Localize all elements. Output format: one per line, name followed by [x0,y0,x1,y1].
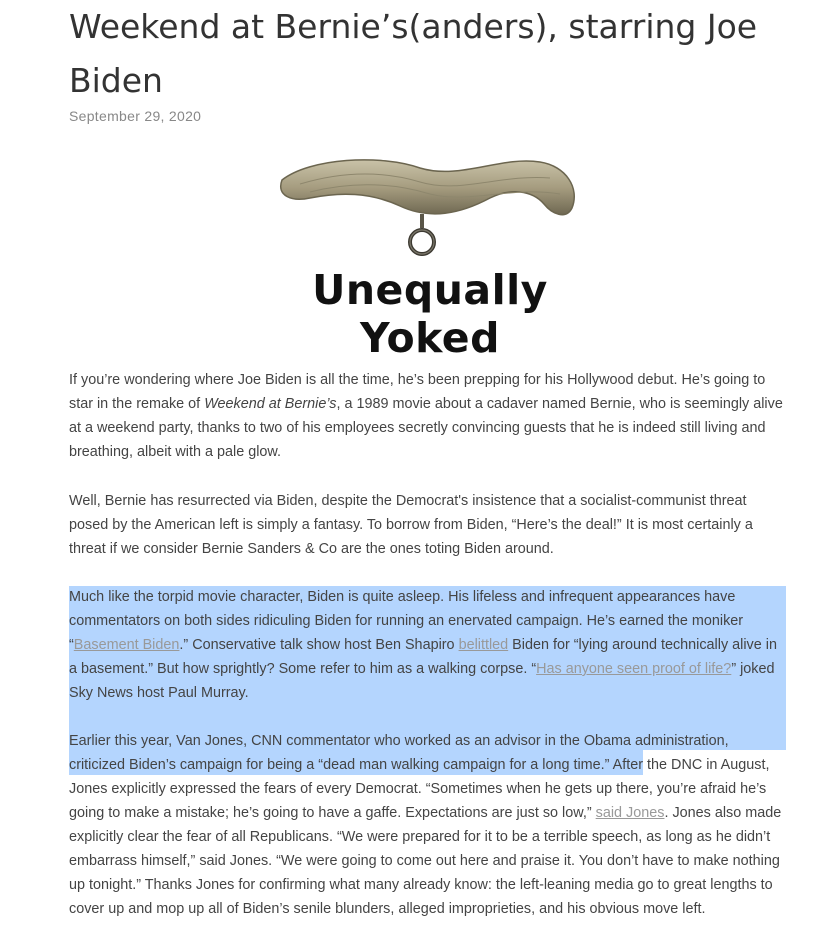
paragraph-2: Well, Bernie has resurrected via Biden, despite the Democrat's insistence that a socialist-communist threat posed by the American left is simply a fantasy. To borrow from Biden, “Here’s the deal!” It is most certainly a threat if we consider Bernie Sanders & Co are the ones toting Biden around. [69,493,753,557]
post-date: September 29, 2020 [69,108,202,124]
basement-biden-link[interactable]: Basement Biden [73,637,180,653]
paragraph-1: If you’re wondering where Joe Biden is all the time, he’s been prepping for his Hollywood debut. He’s going to star in the remake of Weekend at Bernie’s, a 1989 movie about a cadaver named Bernie, who is seemingly alive at a weekend party, thanks to two of his employees secretly convincing guests that he is indeed still living and breathing, albeit with a pale glow. [69,372,783,460]
belittled-link[interactable]: belittled [458,637,509,653]
site-logo[interactable] [270,148,590,362]
logo-text: Unequally Yoked [312,266,548,362]
proof-of-life-link[interactable]: Has anyone seen proof of life? [536,661,732,677]
yoke-icon [270,148,590,263]
paragraph-4: Earlier this year, Van Jones, CNN commentator who worked as an advisor in the Obama administration, criticized Biden’s campaign for being a “dead man walking campaign for a long time.” After the DNC in August, Jones explicitly expressed the fears of every Democrat. “Sometimes when he gets up there, you’re afraid he’s going to make a mistake; he’s going to have a gaffe. Expectations are just so low,” said Jones. Jones also made explicitly clear the fear of all Republicans. “We were prepared for it to be a terrible speech, as long as he didn’t embarrass himself,” said Jones. “We were going to come out here and praise it. You don’t have to make nothing up tonight.” Thanks Jones for confirming what many already know: the left-leaning media go to great lengths to cover up and mop up all of Biden’s senile blunders, alleged improprieties, and his obvious move left. [69,733,782,917]
movie-title: Weekend at Bernie’s [204,396,337,412]
paragraph-3: Much like the torpid movie character, Biden is quite asleep. His lifeless and infrequent appearances have commentators on both sides ridiculing Biden for running an enervated campaign. He’s earned the moniker “Basement Biden.” Conservative talk show host Ben Shapiro belittled Biden for “lying around technically alive in a basement.” But how sprightly? Some refer to him as a walking corpse. “Has anyone seen proof of life?” joked Sky News host Paul Murray. [69,589,777,701]
said-jones-link[interactable]: said Jones [595,805,665,821]
post-title: Weekend at Bernie’s(anders), starring Joe Biden [69,7,758,100]
